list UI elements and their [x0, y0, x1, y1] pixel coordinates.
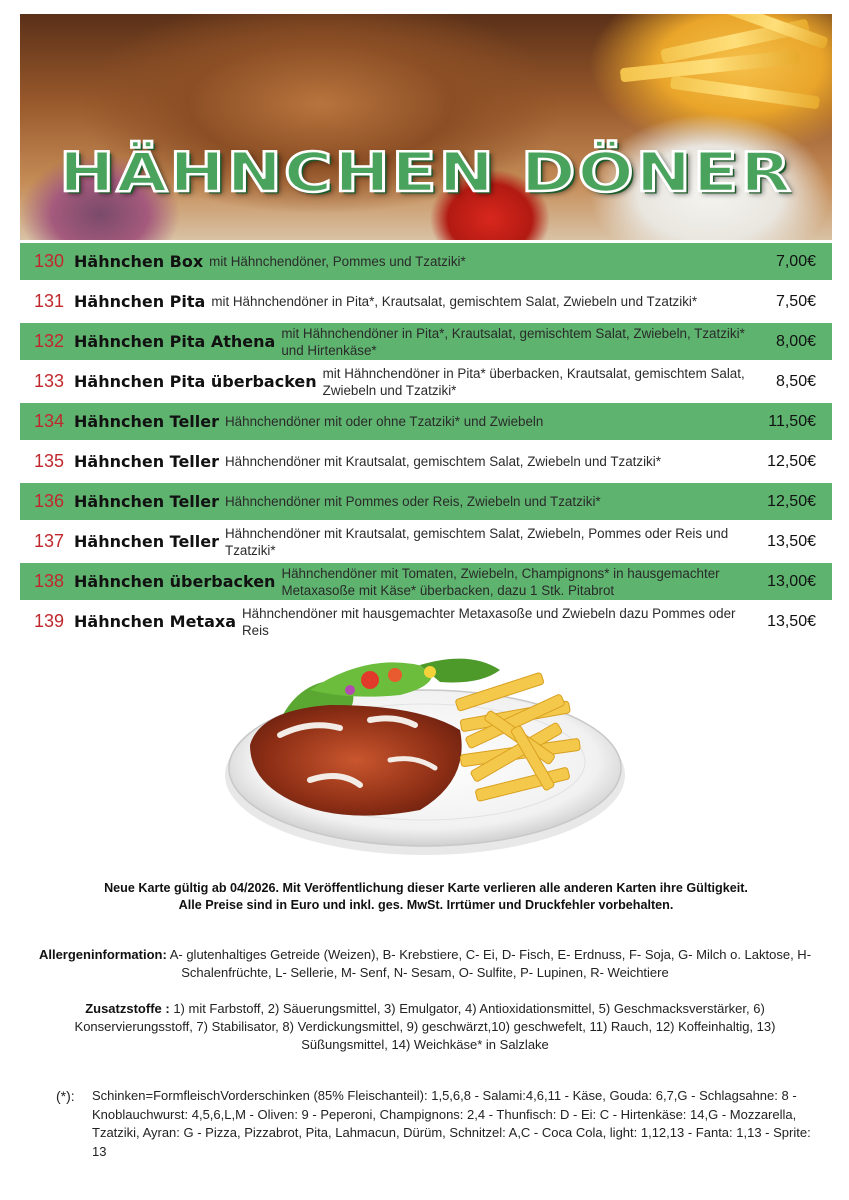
item-price: 7,50€	[775, 292, 816, 310]
item-name: Hähnchen Teller	[74, 412, 220, 431]
item-number: 138	[34, 571, 65, 591]
item-description: Hähnchendöner mit Krautsalat, gemischtem Salat, Zwiebeln, Pommes oder Reis und Tzatziki*	[225, 525, 729, 558]
item-price: 12,50€	[767, 492, 816, 510]
item-number: 134	[34, 411, 65, 431]
item-name: Hähnchen überbacken	[74, 572, 276, 591]
item-number: 132	[34, 331, 65, 351]
notice-line-2: Alle Preise sind in Euro und inkl. ges. MwSt. Irrtümer und Druckfehler vorbehalten.	[178, 898, 674, 912]
item-price: 7,00€	[775, 252, 816, 270]
validity-notice	[20, 880, 832, 914]
item-price: 8,00€	[775, 332, 816, 350]
item-name: Hähnchen Teller	[74, 532, 220, 551]
item-number: 130	[34, 251, 65, 271]
page-title: HÄHNCHEN DÖNER	[59, 140, 793, 205]
footnote	[56, 1087, 826, 1161]
menu-list	[20, 243, 832, 643]
fries-decoration	[670, 76, 820, 110]
plate-illustration	[220, 650, 630, 865]
plate-image	[220, 650, 630, 865]
item-description: Hähnchendöner mit Tomaten, Zwiebeln, Champignons* in hausgemachter Metaxasoße mit Käse* überbacken, dazu 1 Stk. Pitabrot	[281, 565, 720, 598]
item-number: 135	[34, 451, 65, 471]
item-price: 13,50€	[767, 612, 816, 630]
item-number: 131	[34, 291, 65, 311]
menu-item-row	[20, 243, 832, 280]
item-name: Hähnchen Teller	[74, 492, 220, 511]
menu-item-row	[20, 603, 832, 640]
item-description: Hähnchendöner mit hausgemachter Metaxasoße und Zwiebeln dazu Pommes oder Reis	[242, 605, 736, 638]
item-number: 139	[34, 611, 65, 631]
item-price: 8,50€	[775, 372, 816, 390]
notice-line-1: Neue Karte gültig ab 04/2026. Mit Veröffentlichung dieser Karte verlieren alle anderen Karten ihre Gültigkeit.	[104, 881, 748, 895]
item-name: Hähnchen Box	[74, 252, 204, 271]
item-name: Hähnchen Teller	[74, 452, 220, 471]
item-name: Hähnchen Pita überbacken	[74, 372, 317, 391]
item-description: Hähnchendöner mit Pommes oder Reis, Zwiebeln und Tzatziki*	[225, 494, 601, 509]
item-description: Hähnchendöner mit oder ohne Tzatziki* und Zwiebeln	[225, 414, 544, 429]
item-description: mit Hähnchendöner in Pita* überbacken, Krautsalat, gemischtem Salat, Zwiebeln und Tzatziki*	[322, 365, 745, 398]
item-description: mit Hähnchendöner in Pita*, Krautsalat, gemischtem Salat, Zwiebeln und Tzatziki*	[211, 294, 698, 309]
menu-item-row	[20, 483, 832, 520]
item-number: 136	[34, 491, 65, 511]
fries-decoration	[620, 50, 800, 83]
allergen-info	[30, 946, 820, 982]
item-description: Hähnchendöner mit Krautsalat, gemischtem Salat, Zwiebeln und Tzatziki*	[225, 454, 661, 469]
item-number: 133	[34, 371, 65, 391]
header-banner-image	[20, 14, 832, 240]
menu-item-row	[20, 403, 832, 440]
item-price: 13,50€	[767, 532, 816, 550]
item-name: Hähnchen Pita	[74, 292, 206, 311]
menu-item-row	[20, 443, 832, 480]
footnote-mark: (*):	[56, 1088, 75, 1104]
item-price: 13,00€	[767, 572, 816, 590]
additives-info	[30, 1000, 820, 1054]
item-price: 11,50€	[768, 412, 816, 430]
menu-item-row	[20, 523, 832, 560]
menu-item-row	[20, 363, 832, 400]
allergen-label: Allergeninformation:	[38, 947, 167, 962]
menu-item-row	[20, 283, 832, 320]
additives-text: 1) mit Farbstoff, 2) Säuerungsmittel, 3) Emulgator, 4) Antioxidationsmittel, 5) Geschmacksverstärker, 6) Konservierungsstoff, 7) Stabilisator, 8) Verdickungsmittel, 9) geschwärzt,10) geschwefelt, 11) Rauch, 12) Koffeinhaltig, 13) Süßungsmittel, 14) Weichkäse* in Salzlake	[74, 1001, 776, 1052]
item-name: Hähnchen Pita Athena	[74, 332, 276, 351]
item-number: 137	[34, 531, 65, 551]
item-price: 12,50€	[767, 452, 816, 470]
item-description: mit Hähnchendöner in Pita*, Krautsalat, gemischtem Salat, Zwiebeln, Tzatziki* und Hirtenkäse*	[281, 325, 745, 358]
menu-item-row	[20, 563, 832, 600]
footnote-text: Schinken=FormfleischVorderschinken (85% Fleischanteil): 1,5,6,8 - Salami:4,6,11 - Käse, Gouda: 6,7,G - Schlagsahne: 8 - Knoblauchwurst: 4,5,6,L,M - Oliven: 9 - Peperoni, Champignons: 2,4 - Thunfisch: D - Ei: C - Hirtenkäse: 14,G - Mozzarella, Tzatziki, Ayran: G - Pizza, Pizzabrot, Pita, Lahmacun, Dürüm, Schnitzel: A,C - Coca Cola, light: 1,12,13 - Fanta: 1,13 - Sprite: 13	[92, 1088, 811, 1159]
menu-item-row	[20, 323, 832, 360]
item-name: Hähnchen Metaxa	[74, 612, 236, 631]
item-description: mit Hähnchendöner, Pommes und Tzatziki*	[209, 254, 466, 269]
allergen-text: A- glutenhaltiges Getreide (Weizen), B- Krebstiere, C- Ei, D- Fisch, E- Erdnuss, F- Soja, G- Milch o. Laktose, H- Schalenfrüchte, L- Sellerie, M- Senf, N- Sesam, O- Sulfite, P- Lupinen, R- Weichtiere	[169, 947, 812, 980]
additives-label: Zusatzstoffe :	[85, 1001, 170, 1016]
